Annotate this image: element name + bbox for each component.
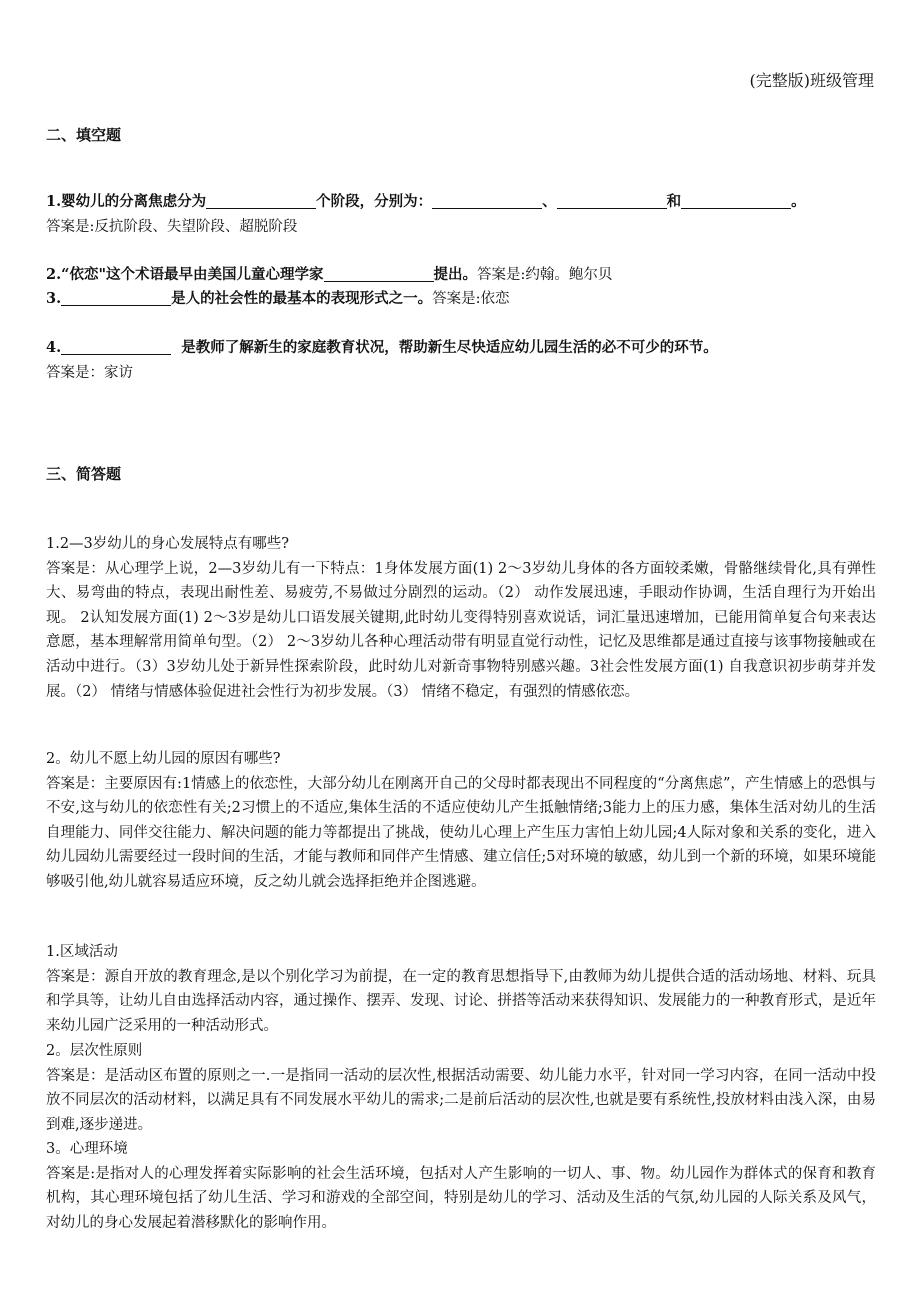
q1-text-b: 个阶段，分别为： xyxy=(316,193,433,210)
short-answer-2-question: 2。幼儿不愿上幼儿园的原因有哪些? xyxy=(46,751,281,767)
q2-text-a: 2.“依恋"这个术语最早由美国儿童心理学家 xyxy=(46,266,324,283)
q1-end: 。 xyxy=(791,193,806,210)
short-answer-2-answer: 答案是：主要原因有:1情感上的依恋性，大部分幼儿在刚离开自己的父母时都表现出不同程度的“分离焦虑”，产生情感上的恐惧与不安,这与幼儿的依恋性有关;2习惯上的不适应,集体生活的不适应使幼儿产生抵触情绪;3能力上的压力感，集体生活对幼儿的生活自理能力、同伴交往能力、解决问题的能力等都提出了挑战，使幼儿心理上产生压力害怕上幼儿园;4人际对象和关系的变化，进入幼儿园幼儿需要经过一段时间的生活，才能与教师和同伴产生情感、建立信任;5对环境的敏感，幼儿到一个新的环境，如果环境能够吸引他,幼儿就容易适应环境，反之幼儿就会选择拒绝并企图逃避。 xyxy=(46,775,876,890)
q2-text-b: 提出。 xyxy=(433,266,478,283)
short-answer-2 xyxy=(46,747,876,895)
question-4 xyxy=(46,336,876,385)
term-1-answer: 答案是：源自开放的教育理念,是以个别化学习为前提，在一定的教育思想指导下,由教师为幼儿提供合适的活动场地、材料、玩具和学具等，让幼儿自由选择活动内容，通过操作、摆弄、发现、讨论、拼搭等活动来获得知识、发展能力的一种教育形式，是近年来幼儿园广泛采用的一种活动形式。 xyxy=(46,968,876,1034)
term-1 xyxy=(46,940,876,1038)
q4-text-b: 是教师了解新生的家庭教育状况，帮助新生尽快适应幼儿园生活的必不可少的环节。 xyxy=(171,339,718,356)
term-2-answer: 答案是：是活动区布置的原则之一.一是指同一活动的层次性,根据活动需要、幼儿能力水平，针对同一学习内容，在同一活动中投放不同层次的活动材料，以满足具有不同发展水平幼儿的需求;二是前后活动的层次性,也就是要有系统性,投放材料由浅入深，由易到难,逐步递进。 xyxy=(46,1067,876,1133)
term-3-question: 3。心理环境 xyxy=(46,1141,128,1157)
blank xyxy=(324,265,434,282)
q3-text-a: 3. xyxy=(46,290,62,307)
blank xyxy=(61,289,171,306)
question-3-answer: 答案是:依恋 xyxy=(432,291,510,307)
term-1-question: 1.区域活动 xyxy=(46,944,118,960)
section-title-fill-blank: 二、填空题 xyxy=(46,126,122,144)
blank xyxy=(681,192,791,209)
term-2-question: 2。层次性原则 xyxy=(46,1043,143,1059)
q4-text-a: 4. xyxy=(46,339,62,356)
question-1-answer: 答案是:反抗阶段、失望阶段、超脱阶段 xyxy=(46,218,298,235)
section-title-short-answer: 三、简答题 xyxy=(46,465,122,483)
term-3 xyxy=(46,1137,876,1235)
short-answer-1-question: 1.2—3岁幼儿的身心发展特点有哪些? xyxy=(46,536,290,552)
blank xyxy=(61,338,171,355)
q1-text-a: 1.婴幼儿的分离焦虑分为 xyxy=(46,193,207,210)
question-2-answer: 答案是:约翰。鲍尔贝 xyxy=(477,267,613,283)
blank xyxy=(432,192,542,209)
short-answer-1 xyxy=(46,532,876,704)
short-answer-1-answer: 答案是：从心理学上说，2—3岁幼儿有一下特点：1身体发展方面(1) 2～3岁幼儿身体的各方面较柔嫩，骨骼继续骨化,具有弹性大、易弯曲的特点，表现出耐性差、易疲劳,不易做过分剧烈的运动。（2） 动作发展迅速，手眼动作协调，生活自理行为开始出现。 2认知发展方面(1) 2～3岁是幼儿口语发展关键期,此时幼儿变得特别喜欢说话，词汇量迅速增加，已能用简单复合句来表达意愿，基本理解常用简单句型。（2） 2～3岁幼儿各种心理活动带有明显直觉行动性，记忆及思维都是通过直接与该事物接触或在活动中进行。（3）3岁幼儿处于新异性探索阶段，此时幼儿对新奇事物特别感兴趣。3社会性发展方面(1) 自我意识初步萌芽并发展。（2） 情绪与情感体验促进社会性行为初步发展。（3） 情绪不稳定，有强烈的情感依恋。 xyxy=(46,560,876,700)
term-3-answer: 答案是:是指对人的心理发挥着实际影响的社会生活环境，包括对人产生影响的一切人、事、物。幼儿园作为群体式的保育和教育机构，其心理环境包括了幼儿生活、学习和游戏的全部空间，特别是幼儿的学习、活动及生活的气氛,幼儿园的人际关系及风气，对幼儿的身心发展起着潜移默化的影响作用。 xyxy=(46,1165,876,1231)
question-1-text xyxy=(46,190,876,215)
q1-sep2: 和 xyxy=(666,193,682,210)
q1-sep1: 、 xyxy=(542,193,557,210)
question-3 xyxy=(46,287,876,312)
blank xyxy=(206,192,316,209)
term-2 xyxy=(46,1039,876,1137)
blank xyxy=(557,192,667,209)
q3-text-b: 是人的社会性的最基本的表现形式之一。 xyxy=(171,290,433,307)
question-2 xyxy=(46,263,876,288)
question-1 xyxy=(46,190,876,239)
page-header: (完整版)班级管理 xyxy=(749,71,874,90)
question-4-answer: 答案是：家访 xyxy=(46,364,133,381)
